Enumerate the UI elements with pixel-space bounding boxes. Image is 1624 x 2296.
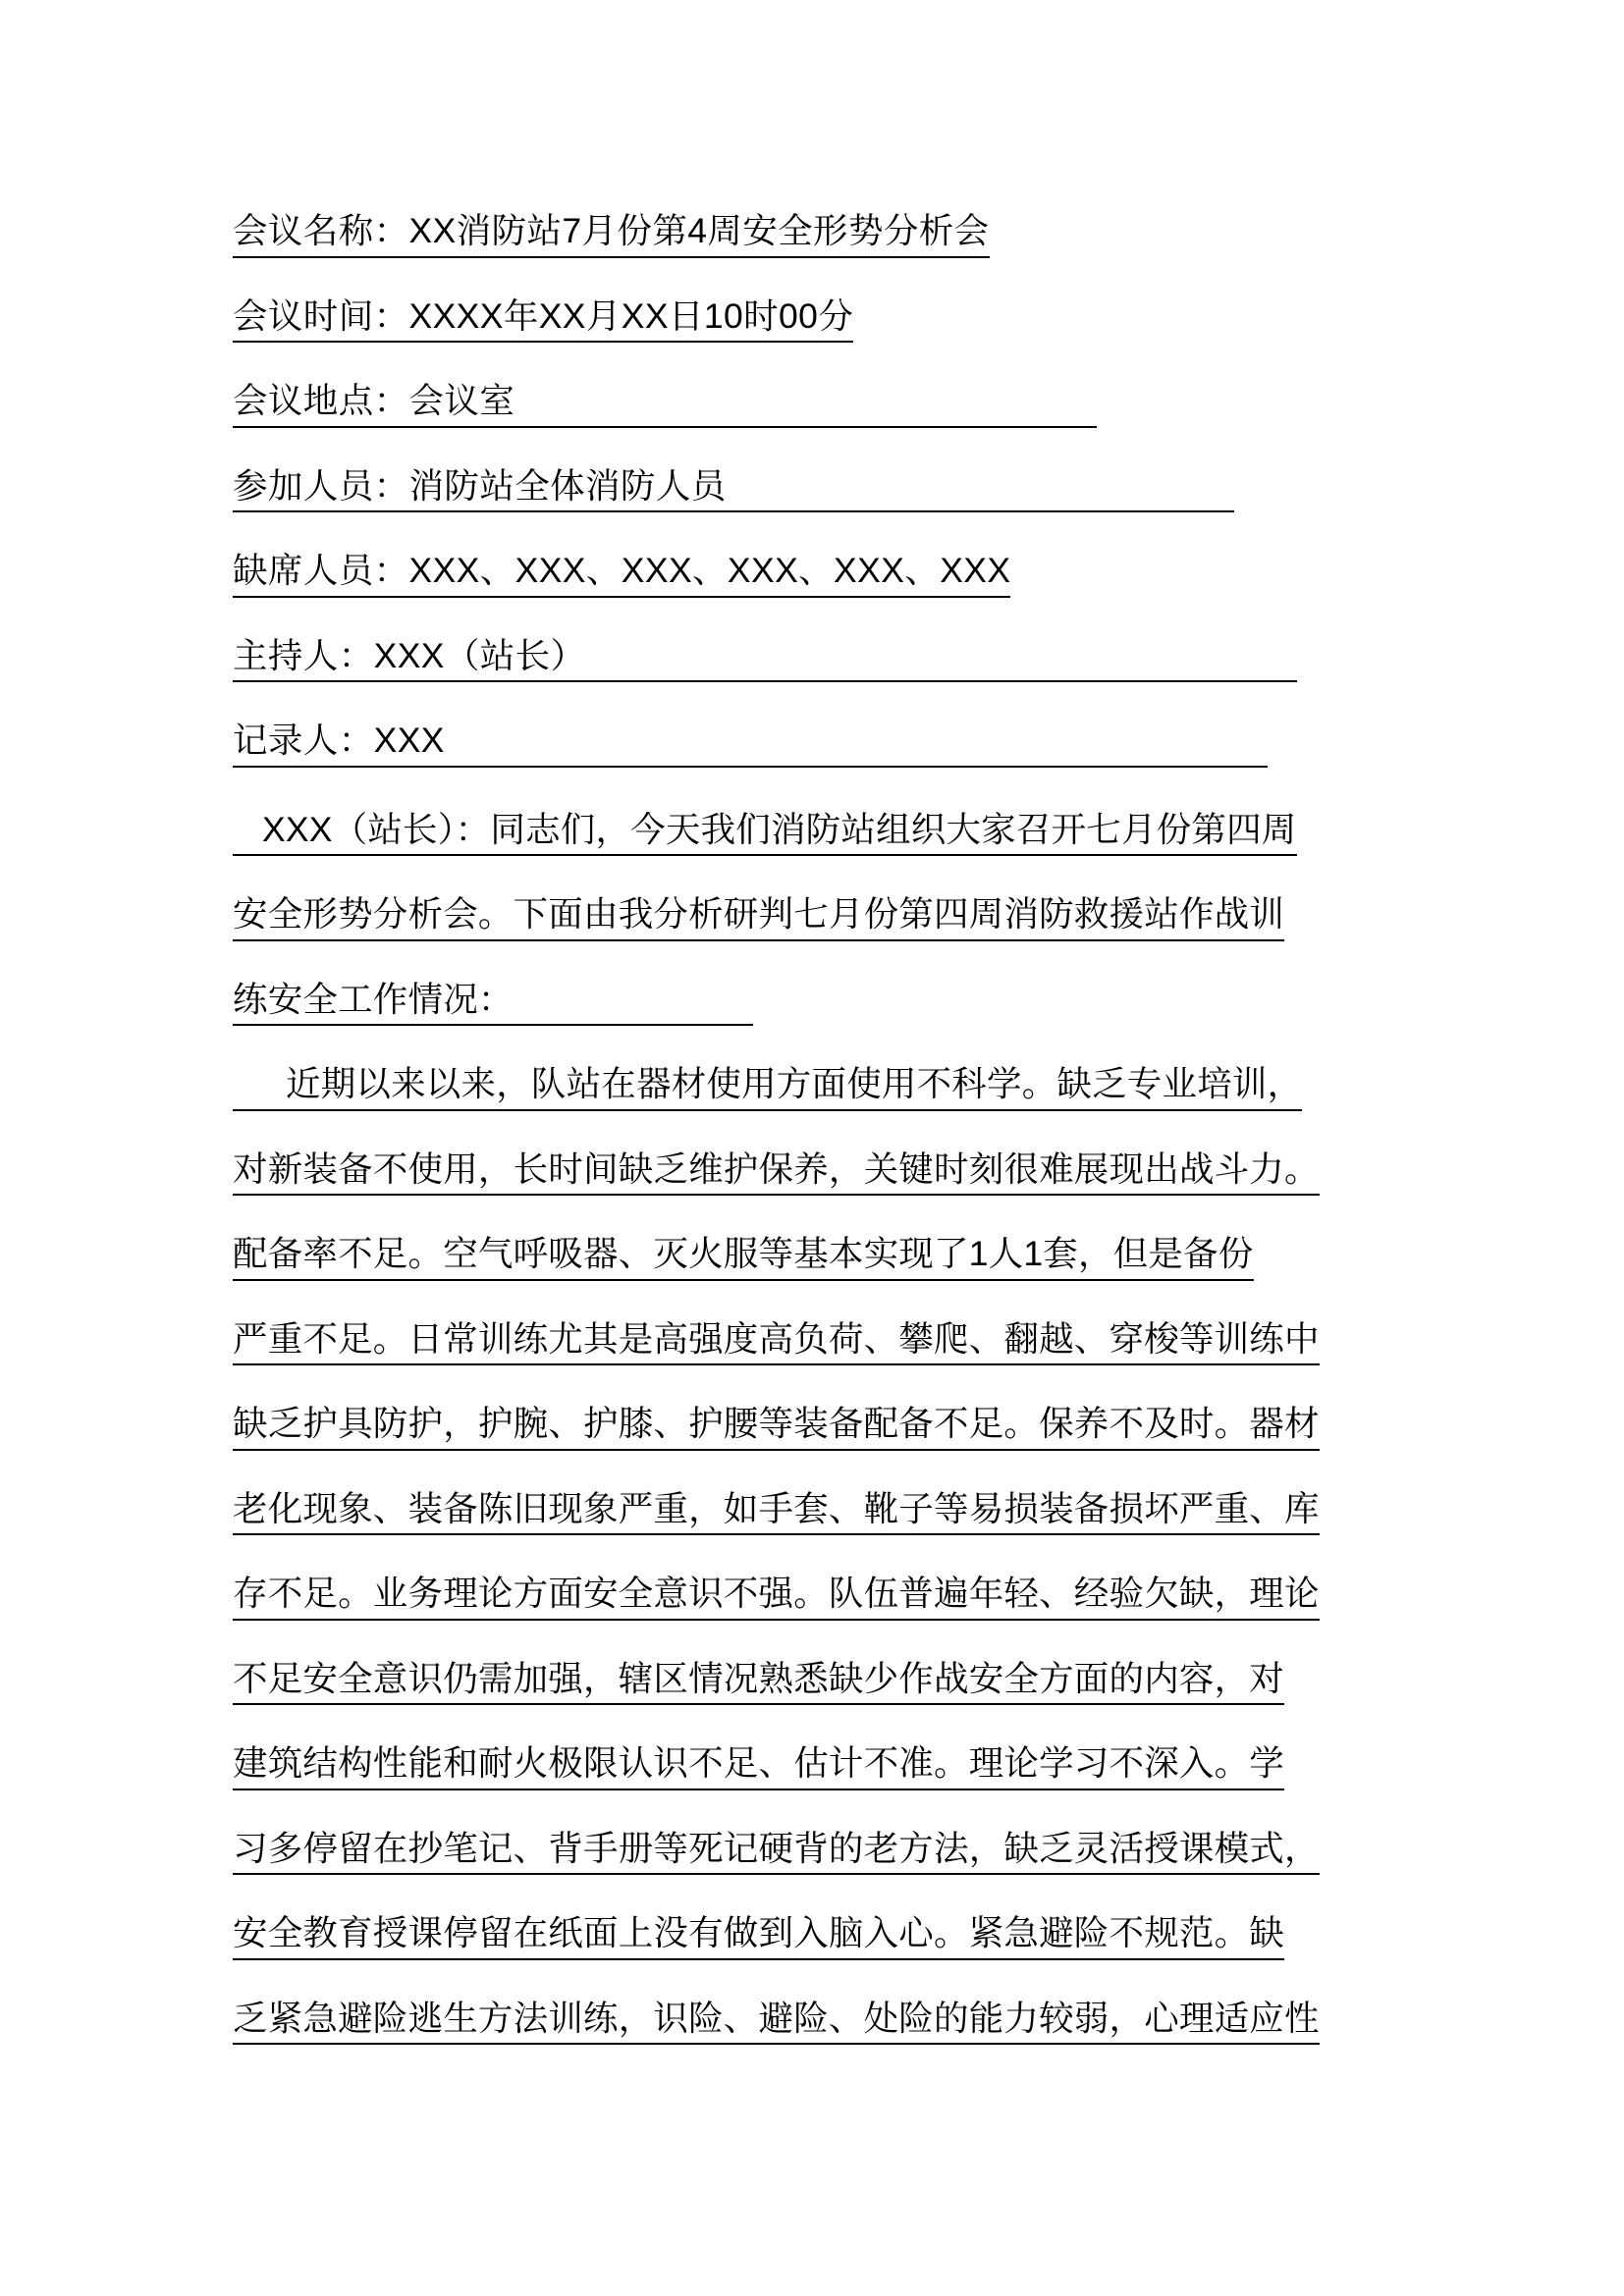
body-line-4 [233, 1318, 1396, 1366]
body-line-6 [233, 1488, 1396, 1536]
field-meeting-name [233, 211, 1396, 258]
body-line-8 [233, 1658, 1396, 1706]
field-host [233, 635, 1396, 683]
body-text-10: 习多停留在抄笔记、背手册等死记硬背的老方法，缺乏灵活授课模式， [233, 1832, 1320, 1876]
field-meeting-time-label: 会议时间： [233, 299, 409, 344]
field-recorder-value: XXX [374, 723, 1268, 768]
field-meeting-name-text: 会议名称： [233, 214, 409, 258]
field-meeting-name-value: XX消防站7月份第4周安全形势分析会 [409, 214, 990, 258]
body-text-8: 不足安全意识仍需加强，辖区情况熟悉缺少作战安全方面的内容，对 [233, 1662, 1284, 1706]
body-line-5 [233, 1404, 1396, 1451]
speech-opening-text-1: XXX（站长）：同志们，今天我们消防站组织大家召开七月份第四周 [262, 809, 1297, 849]
field-host-label: 主持人： [233, 639, 374, 683]
field-meeting-time-value: XXXX年XX月XX日10时00分 [409, 299, 854, 344]
field-absentees-value: XXX、XXX、XXX、XXX、XXX、XXX [409, 554, 1011, 598]
field-attendees [233, 465, 1396, 513]
body-text-1: 近期以来以来，队站在器材使用方面使用不科学。缺乏专业培训， [286, 1064, 1303, 1103]
speech-opening-line-1 [233, 809, 1396, 857]
field-absentees-label: 缺席人员： [233, 554, 409, 598]
body-line-2 [233, 1148, 1396, 1197]
body-text-3: 配备率不足。空气呼吸器、灭火服等基本实现了1人1套，但是备份 [233, 1237, 1254, 1281]
body-line-3 [233, 1234, 1396, 1281]
body-text-7: 存不足。业务理论方面安全意识不强。队伍普遍年轻、经验欠缺，理论 [233, 1576, 1320, 1621]
body-text-12: 乏紧急避险逃生方法训练，识险、避险、处险的能力较弱，心理适应性 [233, 2002, 1320, 2046]
body-text-11: 安全教育授课停留在纸面上没有做到入脑入心。紧急避险不规范。缺 [233, 1916, 1284, 1960]
field-host-value: XXX（站长） [374, 639, 1297, 683]
body-text-5: 缺乏护具防护，护腕、护膝、护腰等装备配备不足。保养不及时。器材 [233, 1407, 1320, 1451]
body-line-1 [233, 1064, 1396, 1111]
speech-opening-line-3 [233, 979, 1396, 1027]
field-meeting-time [233, 295, 1396, 344]
field-recorder-label: 记录人： [233, 723, 374, 768]
body-text-4: 严重不足。日常训练尤其是高强度高负荷、攀爬、翻越、穿梭等训练中 [233, 1322, 1320, 1366]
field-meeting-place-label: 会议地点： [233, 384, 409, 428]
field-meeting-place [233, 381, 1396, 428]
body-text-6: 老化现象、装备陈旧现象严重，如手套、靴子等易损装备损坏严重、库 [233, 1492, 1320, 1536]
body-line-11 [233, 1913, 1396, 1960]
body-line-7 [233, 1576, 1396, 1621]
body-line-10 [233, 1828, 1396, 1876]
body-text-9: 建筑结构性能和耐火极限认识不足、估计不准。理论学习不深入。学 [233, 1746, 1284, 1790]
field-attendees-value: 消防站全体消防人员 [409, 469, 1234, 513]
field-recorder [233, 723, 1396, 768]
body-text-2: 对新装备不使用，长时间缺乏维护保养，关键时刻很难展现出战斗力。 [233, 1152, 1320, 1197]
body-line-9 [233, 1743, 1396, 1790]
speech-opening-line-2 [233, 894, 1396, 941]
document-content [233, 211, 1396, 2086]
speech-opening-text-2: 安全形势分析会。下面由我分析研判七月份第四周消防救援站作战训 [233, 897, 1284, 941]
speech-block [233, 809, 1396, 2046]
field-attendees-label: 参加人员： [233, 469, 409, 513]
body-line-12 [233, 1998, 1396, 2046]
speech-opening-text-3: 练安全工作情况： [233, 983, 753, 1027]
field-absentees [233, 551, 1396, 598]
field-meeting-place-value: 会议室 [409, 384, 1097, 428]
